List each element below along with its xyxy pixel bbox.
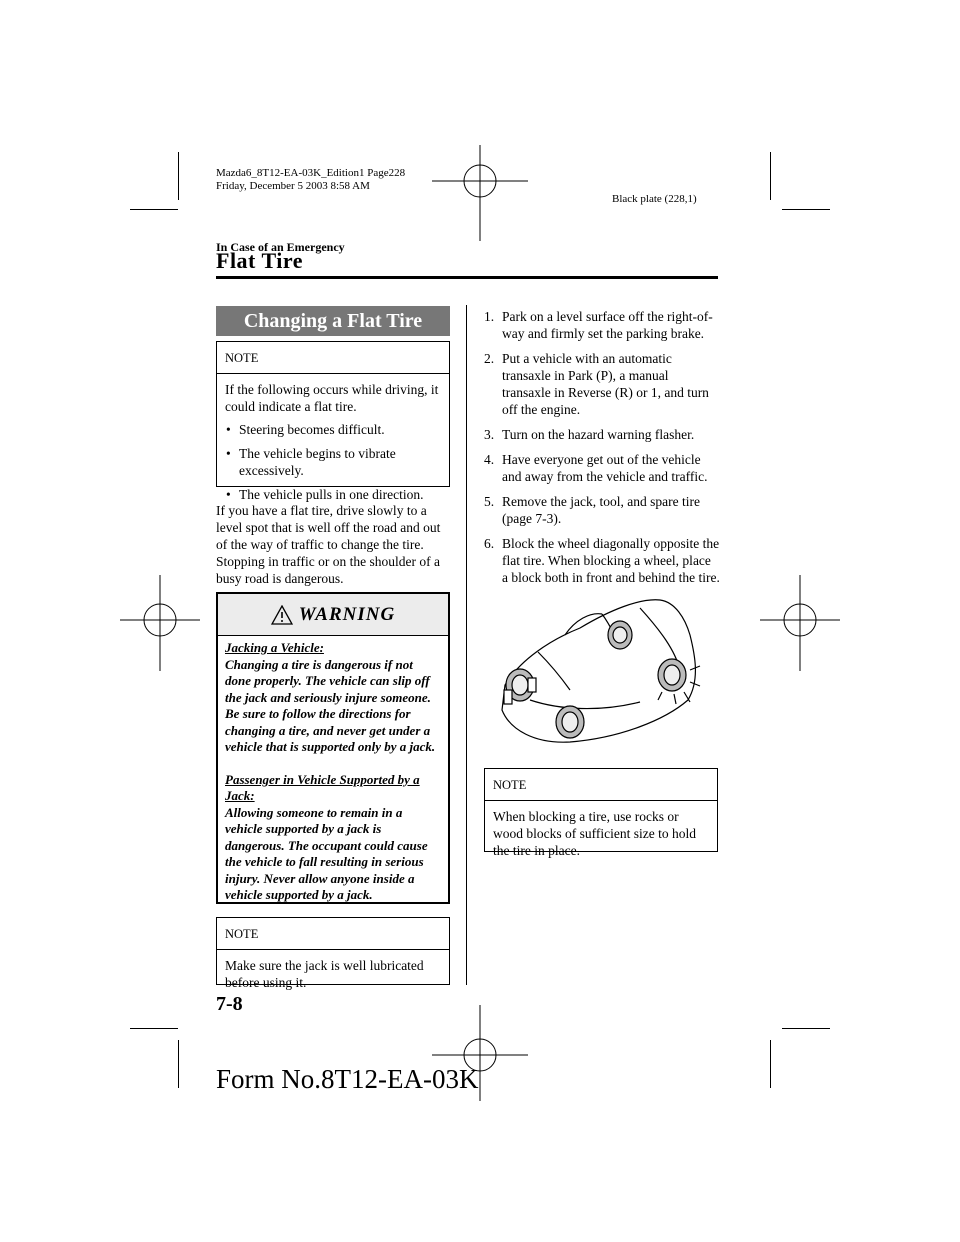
doc-meta-line2: Friday, December 5 2003 8:58 AM (216, 180, 370, 192)
flat-tire-wheel (658, 659, 700, 704)
note-title: NOTE (217, 342, 449, 374)
heading-rule (216, 276, 718, 279)
step-list (484, 308, 720, 594)
wheel-rear-top (608, 621, 632, 649)
warning-subheading: Passenger in Vehicle Supported by a Jack: (225, 771, 420, 803)
bullet-icon: • (226, 487, 231, 502)
doc-meta (216, 167, 405, 193)
black-plate: Black plate (228,1) (612, 193, 697, 205)
list-item: 4. Have everyone get out of the vehicle and away from the vehicle and traffic. (484, 452, 708, 484)
warning-title: WARNING (298, 603, 396, 625)
bullet-icon: • (226, 422, 231, 437)
note-title: NOTE (485, 769, 717, 801)
note-body: When blocking a tire, use rocks or wood blocks of sufficient size to hold the tire in place. (493, 809, 696, 858)
list-item: 1. Park on a level surface off the right-of-way and firmly set the parking brake. (484, 309, 713, 341)
note-body: Make sure the jack is well lubricated before using it. (225, 958, 424, 990)
warning-text: Changing a tire is dangerous if not done properly. The vehicle can slip off the jack and seriously injure someone. Be sure to follow the directions for changing a tire, and never get under a vehicle that is supported only by a jack. (225, 656, 436, 754)
registration-mark-right (760, 575, 840, 671)
note-box-flat-tire-signs (216, 341, 450, 502)
bullet-icon: • (226, 446, 231, 461)
intro-paragraph: If you have a flat tire, drive slowly to a level spot that is well off the road and out of the way of traffic to change the tire. Stopping in traffic or on the shoulder of a busy road is dangerous. (216, 503, 441, 586)
section-band-title: Changing a Flat Tire (216, 306, 450, 336)
warning-box (216, 592, 450, 904)
list-item: 2. Put a vehicle with an automatic transaxle in Park (P), a manual transaxle in Reverse (R) or 1, and turn off the engine. (484, 351, 709, 417)
note-box-blocking (484, 768, 718, 858)
list-item: • Steering becomes difficult. (226, 422, 385, 437)
list-item: 6. Block the wheel diagonally opposite the flat tire. When blocking a wheel, place a block both in front and behind the tire. (484, 536, 720, 585)
doc-meta-line1: Mazda6_8T12-EA-03K_Edition1 Page228 (216, 167, 406, 179)
note-intro: If the following occurs while driving, it could indicate a flat tire. (225, 382, 439, 414)
warning-header (218, 594, 448, 636)
warning-triangle-icon (271, 605, 293, 625)
column-divider (466, 305, 467, 985)
list-item: • The vehicle begins to vibrate excessively. (226, 446, 396, 478)
section-label: In Case of an Emergency (216, 240, 345, 254)
warning-subheading: Jacking a Vehicle: (225, 640, 324, 655)
list-item: • The vehicle pulls in one direction. (226, 487, 424, 502)
wheel-blocking-illustration (490, 590, 720, 750)
page-number: 7-8 (216, 993, 243, 1015)
wheel-front-left (504, 669, 536, 704)
list-item: 5. Remove the jack, tool, and spare tire (page 7-3). (484, 494, 700, 526)
page-title: Flat Tire (216, 248, 303, 273)
warning-text: Allowing someone to remain in a vehicle supported by a jack is dangerous. The occupant could cause the vehicle to fall resulting in serious injury. Never allow anyone inside a vehicle supported by a jack. (225, 804, 428, 902)
form-number: Form No.8T12-EA-03K (216, 1064, 479, 1094)
note-title: NOTE (217, 918, 449, 950)
wheel-front-bottom (556, 706, 584, 738)
note-bullet-list (225, 421, 441, 503)
registration-mark-left (120, 575, 200, 671)
note-box-jack-lubrication (216, 917, 450, 990)
registration-mark-top (432, 145, 528, 241)
list-item: 3. Turn on the hazard warning flasher. (484, 427, 695, 442)
